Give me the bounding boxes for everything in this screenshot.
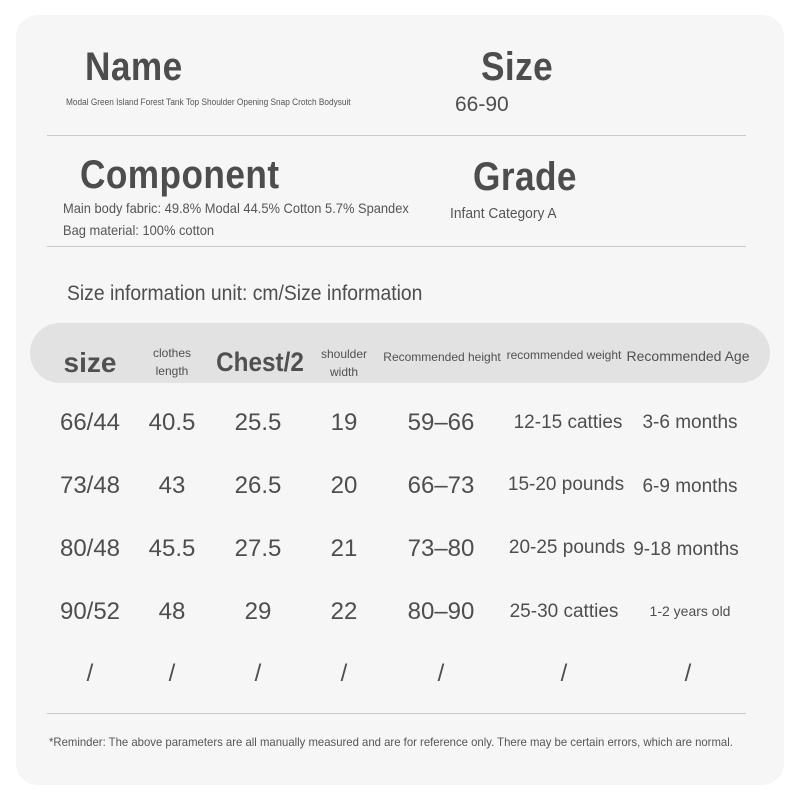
table-cell-weight: 20-25 pounds	[508, 537, 626, 558]
table-cell-shoulder: 21	[330, 535, 358, 562]
table-cell-size: 90/52	[59, 598, 121, 625]
component-label: Component	[80, 153, 280, 197]
product-name: Modal Green Island Forest Tank Top Shoulder Opening Snap Crotch Bodysuit	[66, 97, 351, 107]
table-cell-shoulder: 22	[330, 598, 358, 625]
name-label: Name	[85, 45, 183, 89]
table-cell-chest: 27.5	[234, 535, 282, 562]
table-cell-age: 9-18 months	[633, 539, 739, 560]
table-cell-length: /	[168, 660, 176, 687]
table-cell-age: /	[684, 660, 692, 687]
size-label: Size	[481, 45, 554, 89]
table-cell-length: 40.5	[148, 409, 196, 436]
table-cell-shoulder: 20	[330, 472, 358, 499]
table-cell-height: 59–66	[407, 409, 475, 436]
table-cell-age: 1-2 years old	[649, 603, 731, 619]
header-clothes-length	[153, 344, 191, 380]
table-cell-weight: 12-15 catties	[513, 412, 623, 433]
table-cell-weight: 15-20 pounds	[507, 474, 625, 495]
table-cell-height: 66–73	[407, 472, 475, 499]
divider	[47, 713, 746, 714]
table-cell-chest: 29	[244, 598, 272, 625]
grade-label: Grade	[473, 155, 577, 199]
divider	[47, 135, 746, 136]
table-cell-chest: 26.5	[234, 472, 282, 499]
header-shoulder-width-line1: shoulder	[320, 347, 368, 361]
table-cell-weight: /	[560, 660, 568, 687]
header-shoulder-width-line2: width	[329, 365, 358, 379]
header-size: size	[63, 347, 117, 378]
header-recommended-weight: recommended weight	[506, 348, 622, 362]
table-cell-size: 80/48	[59, 535, 121, 562]
header-recommended-age: Recommended Age	[626, 348, 750, 364]
table-cell-height: /	[437, 660, 445, 687]
divider	[47, 246, 746, 247]
table-cell-size: 66/44	[59, 409, 121, 436]
size-info-title: Size information unit: cm/Size information	[67, 282, 423, 305]
table-cell-length: 45.5	[148, 535, 196, 562]
table-cell-length: 48	[158, 598, 186, 625]
size-range: 66-90	[455, 93, 509, 116]
table-cell-chest: 25.5	[234, 409, 282, 436]
table-cell-shoulder: /	[340, 660, 348, 687]
header-shoulder-width	[321, 345, 367, 381]
table-cell-age: 3-6 months	[642, 412, 738, 433]
component-main-fabric: Main body fabric: 49.8% Modal 44.5% Cotton 5.7% Spandex	[63, 200, 409, 216]
component-bag-material: Bag material: 100% cotton	[63, 222, 215, 238]
grade-value: Infant Category A	[450, 205, 557, 222]
table-cell-size: 73/48	[59, 472, 121, 499]
table-cell-length: 43	[158, 472, 186, 499]
table-cell-weight: 25-30 catties	[509, 601, 619, 622]
table-cell-height: 80–90	[407, 598, 475, 625]
reminder-note: *Reminder: The above parameters are all manually measured and are for reference only. There may be certain errors, which are normal.	[49, 735, 733, 749]
header-recommended-height: Recommended height	[383, 350, 501, 364]
header-clothes-length-line2: length	[155, 364, 189, 378]
size-chart-card	[16, 15, 784, 785]
table-cell-size: /	[86, 660, 94, 687]
header-chest: Chest/2	[216, 347, 304, 377]
table-cell-shoulder: 19	[330, 409, 358, 436]
table-cell-height: 73–80	[407, 535, 475, 562]
table-cell-chest: /	[254, 660, 262, 687]
table-cell-age: 6-9 months	[642, 476, 738, 497]
header-clothes-length-line1: clothes	[152, 346, 192, 360]
